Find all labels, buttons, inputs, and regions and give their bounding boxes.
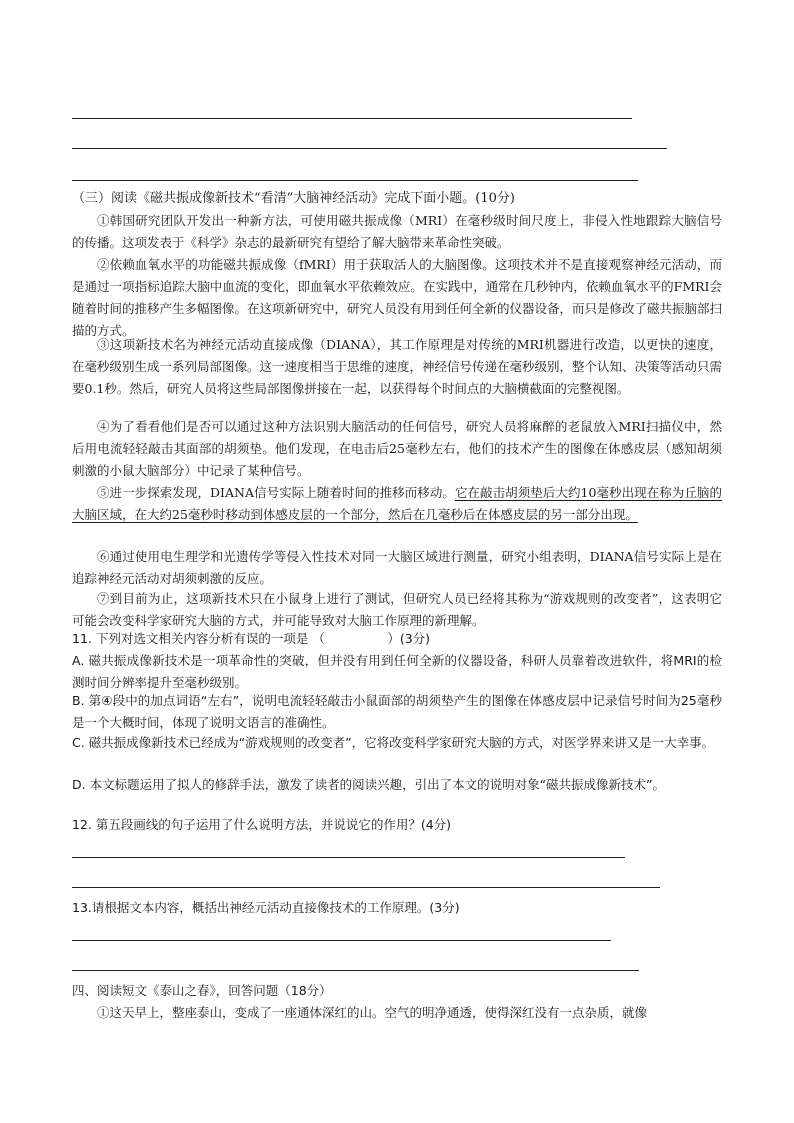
section3-paragraph-5 <box>72 482 722 526</box>
question-11-option-d: D. 本文标题运用了拟人的修辞手法，激发了读者的阅读兴趣，引出了本文的说明对象“磁共振成像新技术”。 <box>72 777 666 792</box>
paragraph-5-text: ⑤进一步探索发现，DIANA信号实际上随着时间的推移而移动。 <box>97 485 455 500</box>
answer-line <box>72 148 667 149</box>
section4-paragraph-1: ①这天早上，整座泰山，变成了一座通体深红的山。空气的明净通透，使得深红没有一点杂质，就像 <box>97 1005 648 1020</box>
section3-paragraph-2: ②依赖血氧水平的功能磁共振成像（fMRI）用于获取活人的大脑图像。这项技术并不是直接观察神经元活动，而是通过一项指标追踪大脑中血流的变化，即血氧水平依赖效应。在实践中，通常在几秒钟内，依赖血氧水平的FMRI会随着时间的推移产生多幅图像。在这项新研究中，研究人员没有用到任何全新的仪器设备，而只是修改了磁共振脑部扫描的方式。 <box>72 257 723 338</box>
answer-line[interactable] <box>72 887 660 888</box>
section4-title: 四、阅读短文《泰山之春》，回答问题（18分） <box>72 983 332 998</box>
underlined-sentence: 它在敲击胡须垫后大约10毫秒出现在称为丘脑的大脑区域，在大约25毫秒时移动到体感皮层的一个部分，然后在几毫秒后在体感皮层的另一部分出现。 <box>72 485 722 522</box>
question-13-stem: 13.请根据文本内容，概括出神经元活动直接像技术的工作原理。(3分) <box>72 900 460 915</box>
question-11-option-c: C. 磁共振成像新技术已经成为“游戏规则的改变者”，它将改变科学家研究大脑的方式，对医学界来讲又是一大幸事。 <box>72 735 715 750</box>
section3-paragraph-4: ④为了看看他们是否可以通过这种方法识别大脑活动的任何信号，研究人员将麻醉的老鼠放入MRI扫描仪中，然后用电流轻轻敲击其面部的胡须垫。他们发现，在电击后25毫秒左右，他们的技术产生的图像在体感皮层（感知胡须刺激的小鼠大脑部分）中记录了某种信号。 <box>72 419 722 478</box>
answer-line <box>72 118 632 119</box>
answer-line <box>72 180 638 181</box>
question-11-option-b: B. 第④段中的加点词语“左右”，说明电流轻轻敲击小鼠面部的胡须垫产生的图像在体感皮层中记录信号时间为25毫秒是一个大概时间，体现了说明文语言的准确性。 <box>72 693 722 730</box>
answer-line[interactable] <box>72 940 611 941</box>
section3-paragraph-1: ①韩国研究团队开发出一种新方法，可使用磁共振成像（MRI）在毫秒级时间尺度上，非侵入性地跟踪大脑信号的传播。这项发表于《科学》杂志的最新研究有望给了解大脑带来革命性突破。 <box>72 213 722 250</box>
answer-line[interactable] <box>72 857 625 858</box>
answer-line[interactable] <box>72 970 639 971</box>
section3-paragraph-7: ⑦到目前为止，这项新技术只在小鼠身上进行了测试，但研究人员已经将其称为“游戏规则的改变者”，这表明它可能会改变科学家研究大脑的方式，并可能导致对大脑工作原理的新理解。 <box>72 591 722 628</box>
question-12-stem: 12. 第五段画线的句子运用了什么说明方法，并说说它的作用？(4分) <box>72 817 452 832</box>
section3-title: （三）阅读《磁共振成像新技术“看清”大脑神经活动》完成下面小题。(10分) <box>72 191 515 206</box>
question-11-option-a: A. 磁共振成像新技术是一项革命性的突破，但并没有用到任何全新的仪器设备，科研人员靠着改进软件，将MRI的检测时间分辨率提升至毫秒级别。 <box>72 653 722 690</box>
section3-paragraph-6: ⑥通过使用电生理学和光遗传学等侵入性技术对同一大脑区域进行测量，研究小组表明，DIANA信号实际上是在追踪神经元活动对胡须刺激的反应。 <box>72 549 722 586</box>
section3-paragraph-3: ③这项新技术名为神经元活动直接成像（DIANA），其工作原理是对传统的MRI机器进行改造，以更快的速度，在毫秒级别生成一系列局部图像。这一速度相当于思维的速度，神经信号传递在毫秒级别，整个认知、决策等活动只需要0.1秒。然后，研究人员将这些局部图像拼接在一起，以获得每个时间点的大脑横截面的完整视图。 <box>72 337 723 396</box>
question-11-stem: 11. 下列对选文相关内容分析有误的一项是 （ ）(3分) <box>72 631 431 646</box>
